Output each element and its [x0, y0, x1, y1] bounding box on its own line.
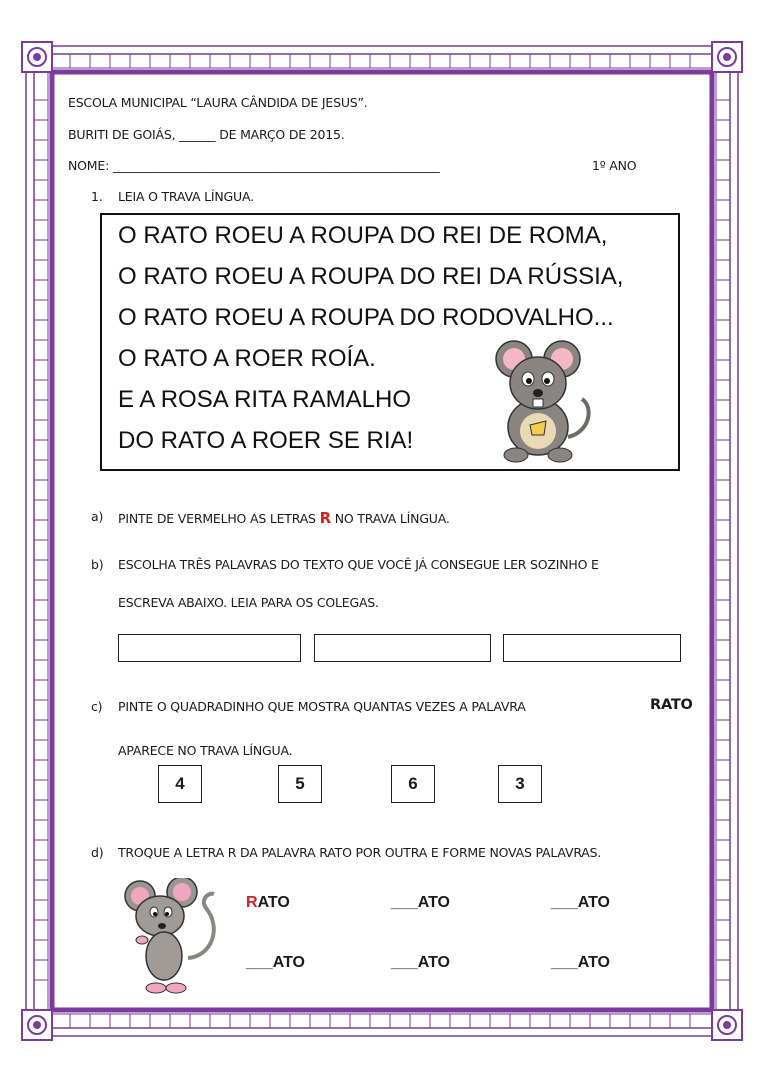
word-blank[interactable]: ___ATO	[246, 954, 305, 971]
word-blank[interactable]: ___ATO	[391, 894, 450, 911]
question-a-letter: a)	[91, 509, 104, 524]
school-name: ESCOLA MUNICIPAL “LAURA CÂNDIDA DE JESUS”.	[68, 95, 368, 110]
question-a-text-before: PINTE DE VERMELHO AS LETRAS	[118, 511, 316, 526]
question-1-instruction: LEIA O TRAVA LÍNGUA.	[118, 189, 254, 204]
poem-line: O RATO ROEU A ROUPA DO REI DA RÚSSIA,	[118, 263, 624, 290]
question-a-text-after: NO TRAVA LÍNGUA.	[334, 511, 450, 526]
option-box-4[interactable]: 4	[158, 765, 202, 803]
mouse-illustration-standing	[122, 878, 232, 998]
question-c-letter: c)	[91, 699, 103, 714]
question-c-line1: PINTE O QUADRADINHO QUE MOSTRA QUANTAS VEZES A PALAVRA	[118, 699, 526, 714]
mouse-illustration	[490, 337, 600, 465]
word-blank[interactable]: ___ATO	[551, 954, 610, 971]
question-1-number: 1.	[91, 189, 103, 204]
question-b-line1: ESCOLHA TRÊS PALAVRAS DO TEXTO QUE VOCÊ JÁ CONSEGUE LER SOZINHO E	[118, 557, 599, 572]
question-b-line2: ESCREVA ABAIXO. LEIA PARA OS COLEGAS.	[118, 595, 379, 610]
option-box-6[interactable]: 6	[391, 765, 435, 803]
option-box-5[interactable]: 5	[278, 765, 322, 803]
highlight-letter-r: R	[319, 509, 331, 527]
grade-label: 1º ANO	[592, 158, 637, 173]
name-line: NOME: ______________________________________________________	[68, 158, 440, 173]
example-word-first-letter: R	[246, 894, 258, 911]
answer-box-2[interactable]	[314, 634, 491, 662]
word-blank[interactable]: ___ATO	[551, 894, 610, 911]
poem-line: O RATO ROEU A ROUPA DO REI DE ROMA,	[118, 222, 608, 249]
answer-box-1[interactable]	[118, 634, 301, 662]
question-c-line2: APARECE NO TRAVA LÍNGUA.	[118, 743, 293, 758]
question-d-text: TROQUE A LETRA R DA PALAVRA RATO POR OUTRA E FORME NOVAS PALAVRAS.	[118, 845, 602, 860]
poem-line: O RATO A ROER ROÍA.	[118, 345, 376, 372]
answer-box-3[interactable]	[503, 634, 681, 662]
question-c-word: RATO	[650, 697, 693, 713]
date-line: BURITI DE GOIÁS, ______ DE MARÇO DE 2015.	[68, 127, 345, 142]
poem-line: DO RATO A ROER SE RIA!	[118, 427, 414, 454]
poem-line: E A ROSA RITA RAMALHO	[118, 386, 411, 413]
question-d-letter: d)	[91, 845, 104, 860]
poem-line: O RATO ROEU A ROUPA DO RODOVALHO...	[118, 304, 614, 331]
example-word	[246, 894, 290, 912]
option-box-3[interactable]: 3	[498, 765, 542, 803]
word-blank[interactable]: ___ATO	[391, 954, 450, 971]
question-b-letter: b)	[91, 557, 104, 572]
question-a-text	[118, 509, 450, 527]
example-word-rest: ATO	[257, 894, 290, 911]
